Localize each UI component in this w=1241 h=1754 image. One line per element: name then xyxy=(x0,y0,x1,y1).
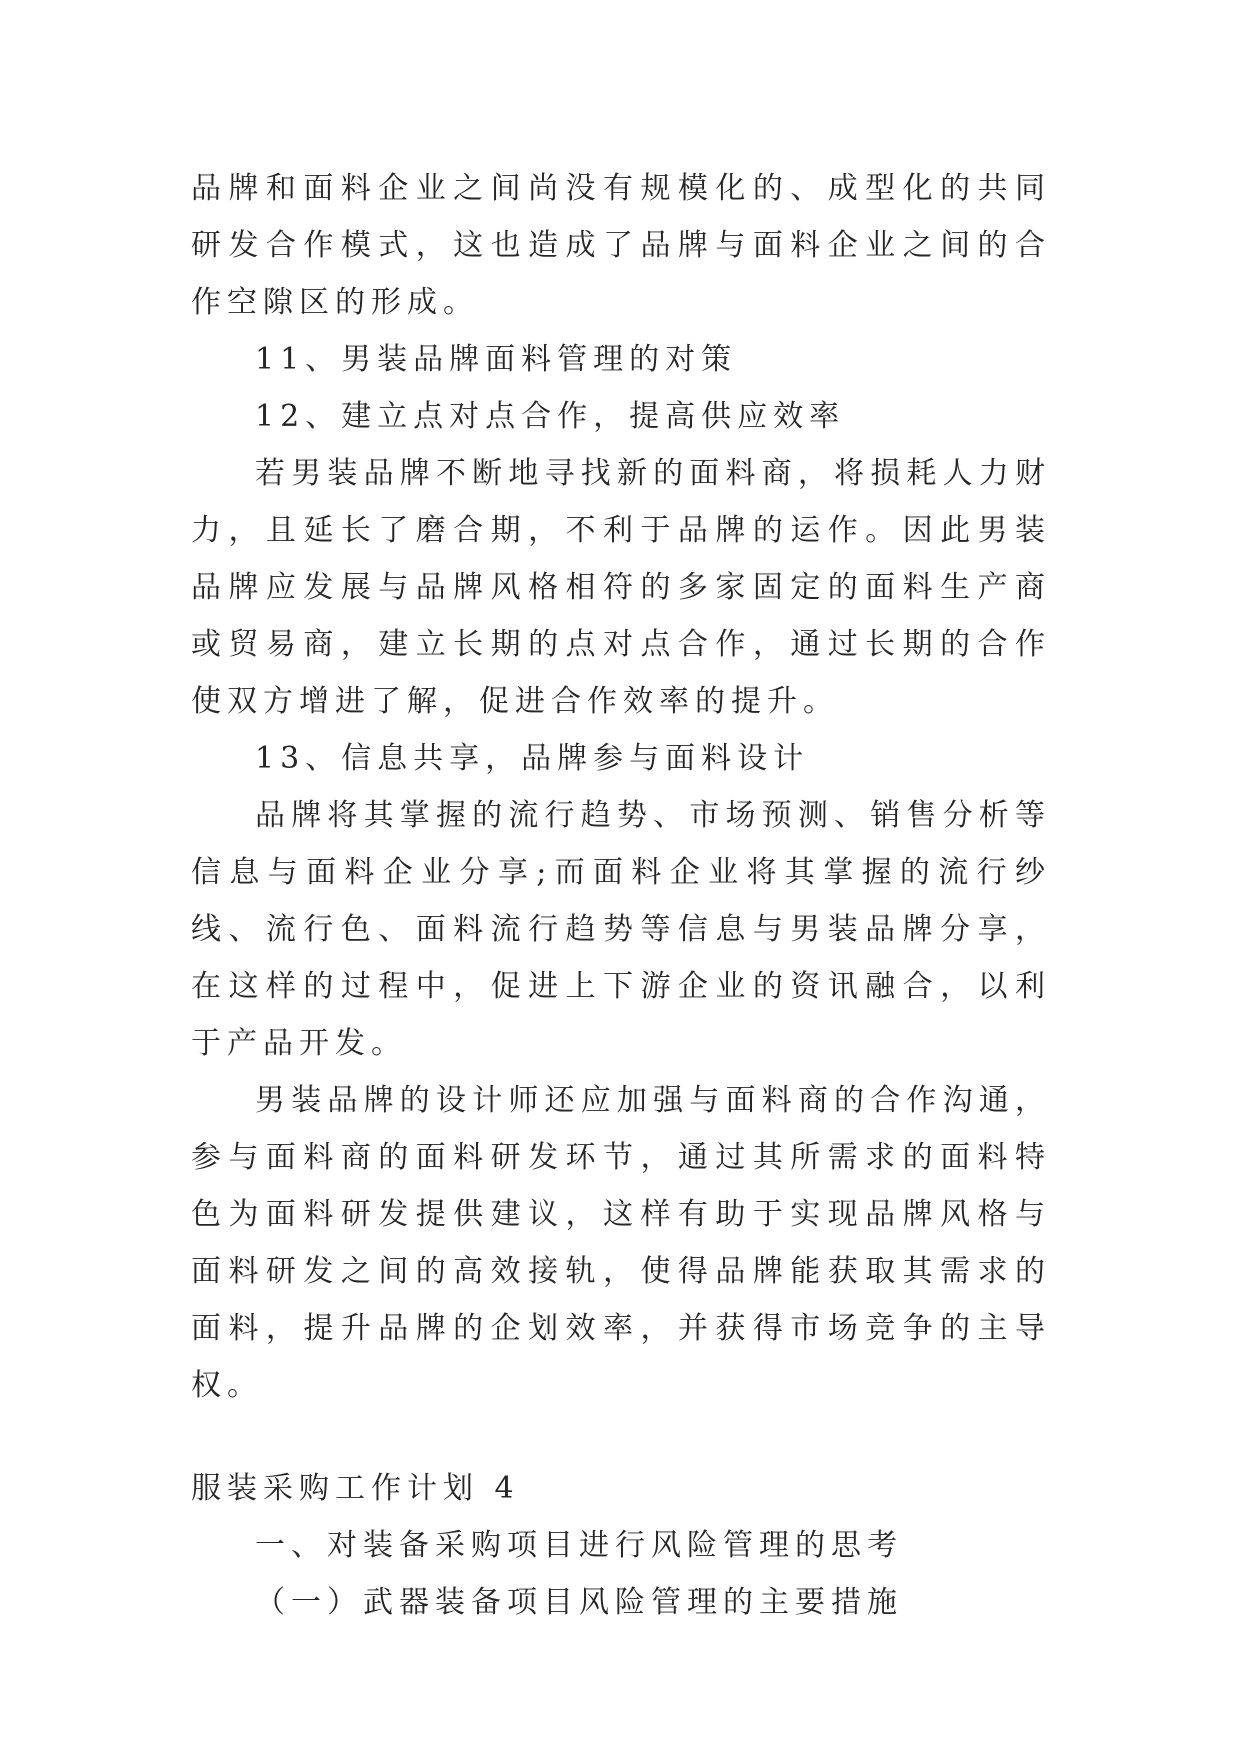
document-body xyxy=(191,160,1051,1631)
heading-risk-management: 一、对装备采购项目进行风险管理的思考 xyxy=(255,1528,903,1563)
heading-countermeasures: 11、男装品牌面料管理的对策 xyxy=(255,342,738,377)
paragraph-information-sharing: 品牌将其掌握的流行趋势、市场预测、销售分析等信息与面料企业分享;而面料企业将其掌握的流行纱线、流行色、面料流行趋势等信息与男装品牌分享，在这样的过程中，促进上下游企业的资讯融合，以利于产品开发。 xyxy=(191,798,1051,1061)
paragraph-point-to-point: 若男装品牌不断地寻找新的面料商，将损耗人力财力，且延长了磨合期，不利于品牌的运作。因此男装品牌应发展与品牌风格相符的多家固定的面料生产商或贸易商，建立长期的点对点合作，通过长期的合作使双方增进了解，促进合作效率的提升。 xyxy=(191,456,1051,719)
section-spacer xyxy=(191,1414,1051,1460)
heading-point-to-point: 12、建立点对点合作，提高供应效率 xyxy=(255,399,846,434)
paragraph-cooperation-gap: 品牌和面料企业之间尚没有规模化的、成型化的共同研发合作模式，这也造成了品牌与面料企业之间的合作空隙区的形成。 xyxy=(191,171,1051,320)
paragraph-designer-cooperation: 男装品牌的设计师还应加强与面料商的合作沟通，参与面料商的面料研发环节，通过其所需求的面料特色为面料研发提供建议，这样有助于实现品牌风格与面料研发之间的高效接轨，使得品牌能获取其需求的面料，提升品牌的企划效率，并获得市场竞争的主导权。 xyxy=(191,1083,1051,1403)
heading-information-sharing: 13、信息共享，品牌参与面料设计 xyxy=(255,741,810,776)
heading-main-measures: （一）武器装备项目风险管理的主要措施 xyxy=(255,1585,903,1620)
section-title: 服装采购工作计划 4 xyxy=(191,1471,520,1506)
